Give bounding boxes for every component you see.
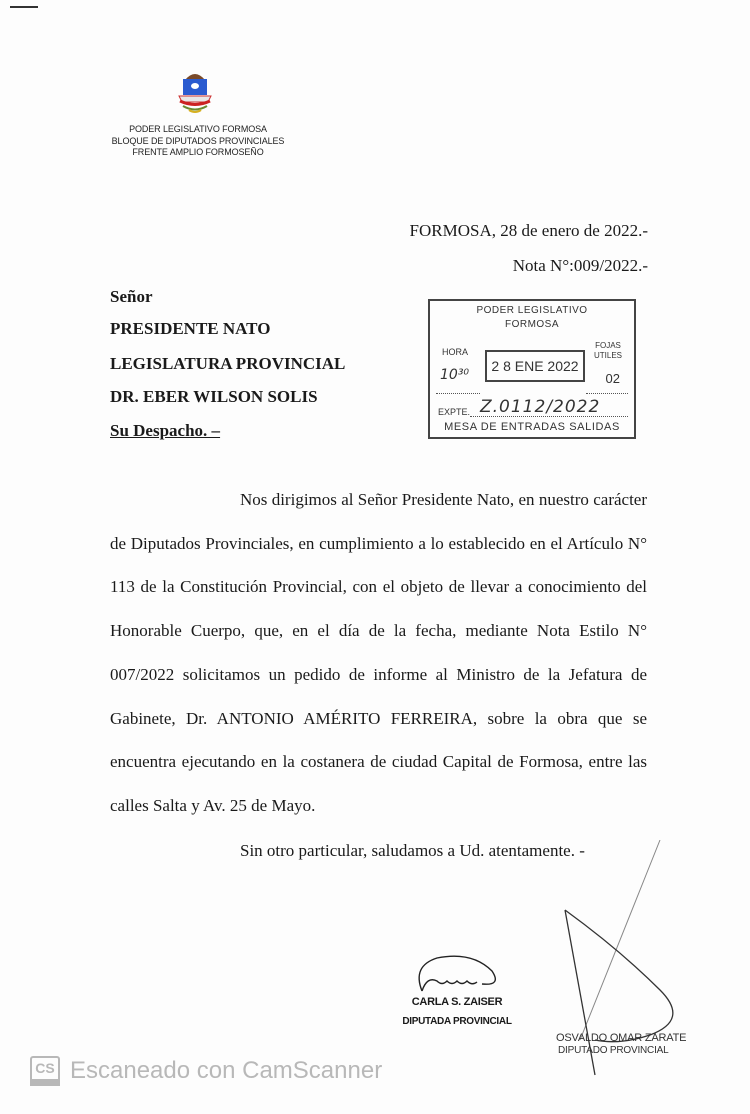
- stamp-subtitle: FORMOSA: [504, 319, 560, 330]
- signer-role: DIPUTADA PROVINCIAL: [402, 1016, 512, 1027]
- signer-name: CARLA S. ZAISER: [411, 996, 503, 1008]
- coat-of-arms-icon: [175, 66, 215, 116]
- addressee-salutation: Señor: [110, 287, 153, 306]
- reception-stamp: [428, 299, 636, 439]
- stamp-date: 2 8 ENE 2022: [485, 350, 585, 382]
- stamp-dotted-line: [436, 393, 480, 394]
- addressee-title: PRESIDENTE NATO: [110, 319, 271, 338]
- letterhead: [100, 124, 296, 159]
- body-text: Nos dirigimos al Señor Presidente Nato, en nuestro carácter de Diputados Provinciales, en cumplimiento a lo establecido en el Artículo N° 113 de la Constitución Provincial, con el objeto de llevar a conocimiento del Honorable Cuerpo, que, en el día de la fecha, mediante Nota Estilo N° 007/2022 solicitamos un pedido de informe al Ministro de la Jefatura de Gabinete, Dr. ANTONIO AMÉRITO FERREIRA, sobre la obra que se encuentra ejecutando en la costanera de ciudad Capital de Formosa, entre las calles Salta y Av. 25 de Mayo.: [110, 490, 647, 815]
- signer-role: DIPUTADO PROVINCIAL: [558, 1045, 669, 1056]
- stamp-hora-label: HORA: [442, 347, 469, 357]
- body-paragraph: [110, 478, 647, 828]
- stamp-dotted-line: [470, 416, 628, 417]
- stamp-dotted-line: [586, 393, 628, 394]
- camscanner-logo-icon: CS: [30, 1056, 60, 1086]
- letterhead-line: BLOQUE DE DIPUTADOS PROVINCIALES: [111, 135, 285, 146]
- stamp-title: PODER LEGISLATIVO: [476, 305, 588, 316]
- stamp-fojas-label: [594, 341, 622, 361]
- signer-name: OSVALDO OMAR ZARATE: [556, 1032, 687, 1044]
- stamp-hora-value: 10³⁰: [440, 367, 470, 383]
- addressee-despacho: Su Despacho. –: [110, 421, 221, 440]
- addressee-institution: LEGISLATURA PROVINCIAL: [110, 354, 346, 373]
- stamp-fojas-label-1: FOJAS: [595, 341, 621, 350]
- stamp-fojas-value: 02: [605, 371, 620, 386]
- handwritten-signature-icon: [540, 840, 720, 1080]
- note-number: Nota N°:009/2022.-: [512, 256, 648, 275]
- stamp-footer: MESA DE ENTRADAS SALIDAS: [444, 421, 620, 433]
- watermark-text: Escaneado con CamScanner: [70, 1057, 383, 1084]
- date-line: FORMOSA, 28 de enero de 2022.-: [409, 221, 648, 240]
- camscanner-watermark: [30, 1056, 382, 1086]
- stamp-expte-value: Z.0112/2022: [480, 397, 601, 417]
- closing-line: Sin otro particular, saludamos a Ud. atentamente. -: [240, 841, 585, 860]
- stamp-expte-label: EXPTE.: [438, 407, 471, 417]
- stamp-fojas-label-2: UTILES: [593, 351, 622, 360]
- letterhead-line: PODER LEGISLATIVO FORMOSA: [129, 124, 267, 134]
- scan-corner-mark: [10, 6, 38, 8]
- signature-block-zaiser: [392, 946, 522, 1036]
- addressee-name: DR. EBER WILSON SOLIS: [110, 387, 318, 406]
- letterhead-line: FRENTE AMPLIO FORMOSEÑO: [132, 147, 264, 157]
- signature-block-zarate: [540, 840, 720, 1080]
